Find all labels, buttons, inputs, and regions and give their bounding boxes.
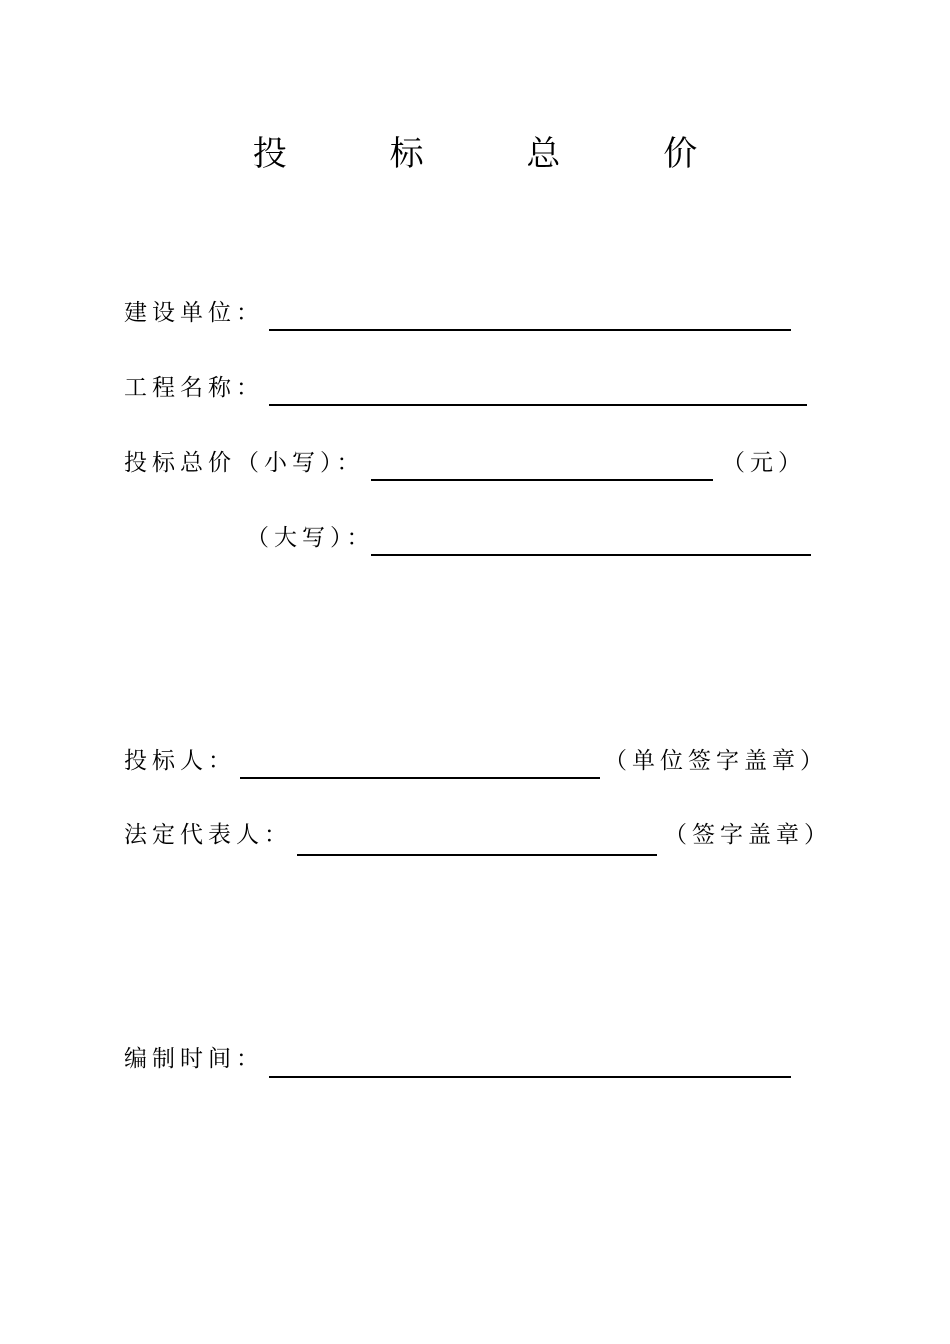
bidder-field[interactable]	[240, 777, 600, 779]
bidder-note: （单位签字盖章）	[604, 748, 828, 774]
project-name-field[interactable]	[269, 404, 807, 406]
total-small-label: 投标总价（小写）：	[124, 450, 365, 476]
total-small-unit: （元）	[722, 450, 806, 476]
date-field[interactable]	[269, 1076, 791, 1078]
page-title: 投 标 总 价	[252, 134, 744, 174]
legal-rep-label: 法定代表人：	[124, 822, 292, 848]
bidder-label: 投标人：	[124, 748, 236, 774]
owner-label: 建设单位：	[124, 300, 264, 326]
legal-rep-field[interactable]	[297, 854, 657, 856]
date-label: 编制时间：	[124, 1046, 264, 1072]
total-big-label: （大写）：	[246, 525, 375, 551]
total-small-field[interactable]	[371, 479, 713, 481]
owner-field[interactable]	[269, 329, 791, 331]
total-big-field[interactable]	[371, 554, 811, 556]
legal-rep-note: （签字盖章）	[664, 822, 832, 848]
project-name-label: 工程名称：	[124, 375, 264, 401]
